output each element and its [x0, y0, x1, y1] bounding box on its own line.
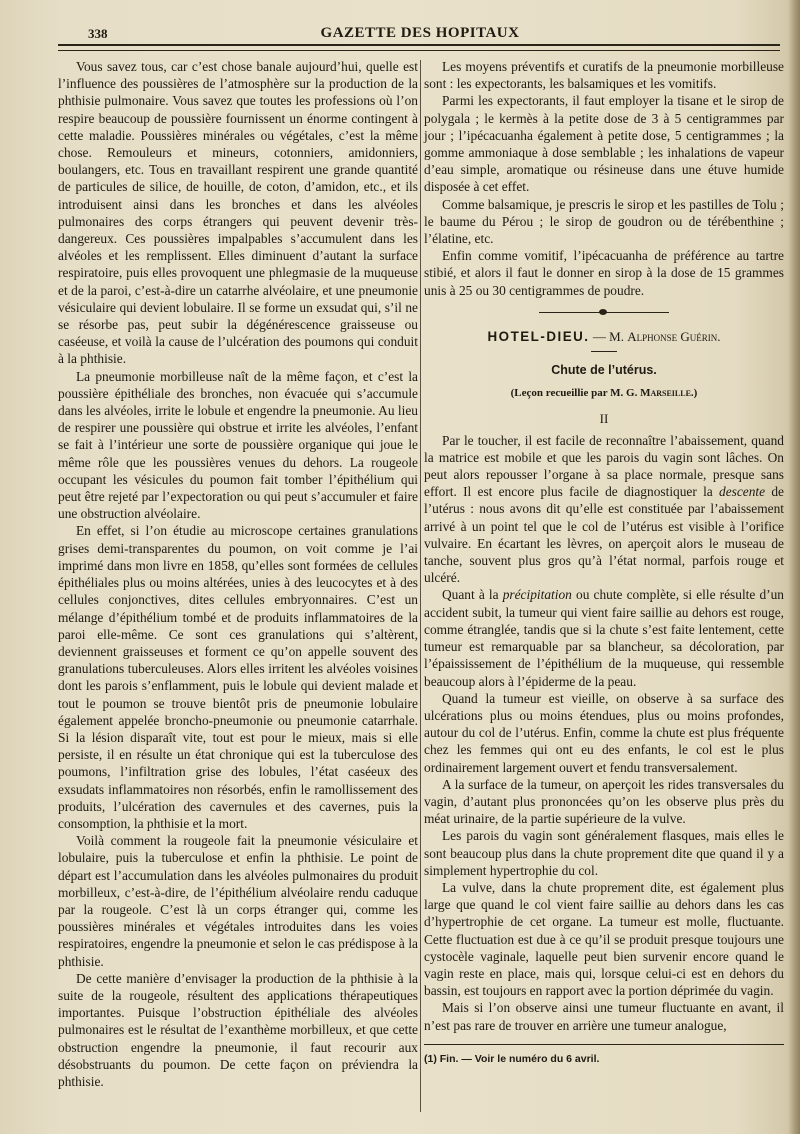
paragraph: Mais si l’on observe ainsi une tumeur fluctuante en avant, il n’est pas rare de trouver en arrière une tumeur analogue, — [424, 1000, 784, 1033]
lecture-sub-prefix: (Leçon recueillie par M. G. — [510, 387, 638, 400]
paragraph: Comme balsamique, je prescris le sirop et les pastilles de Tolu ; le baume du Pérou ; le sirop de goudron ou de térébenthine ; l’élatine, etc. — [424, 196, 784, 247]
paragraph: La vulve, dans la chute proprement dite, est également plus large que quand le col vient faire saillie au dehors dans les cas d’hypertrophie de cet organe. La tumeur est molle, fluctuante. Cette fluctuation est due à ce qu’il se produit presque toujours une cystocèle vaginale, laquelle peut bien survenir encore quand le vagin reste en place, mais qui, lorsque celui-ci est en dehors du bassin, est toujours en rapport avec la portion déprimée du vagin. — [424, 879, 784, 999]
doctor-prefix: — M. — [592, 328, 624, 344]
emphasis: descente — [719, 484, 766, 500]
lecture-subtitle — [424, 385, 784, 402]
paragraph: Parmi les expectorants, il faut employer la tisane et le sirop de polygala ; le kermès à la petite dose de 3 à 5 centigrammes par jour ; l’ipécacuanha également à petite dose, 5 centigrammes ; la gomme ammoniaque à dose semblable ; les inhalations de vapeur d’eau simple, aromatique ou résineuse dans une étuve humide disposée à cet effet. — [424, 93, 784, 195]
column-divider — [420, 60, 421, 1112]
paragraph: Les parois du vagin sont généralement flasques, mais elles le sont beaucoup plus dans la chute proprement dite que quand il y a simplement hypertrophie du col. — [424, 828, 784, 878]
doctor-name: Alphonse Guérin. — [627, 328, 721, 344]
hospital-name: HOTEL-DIEU. — [487, 328, 590, 344]
paragraph: De cette manière d’envisager la production de la phthisie à la suite de la rougeole, résultent des applications thérapeutiques importantes. Puisque l’obstruction épithéliale des alvéoles pulmonaires est le résultat de l’exanthème morbilleux, et que cette obstruction engendre la pneumonie, il faut recourir aux désobstruants du poumon. De cette façon on préviendra la phthisie. — [58, 970, 418, 1089]
paragraph: A la surface de la tumeur, on aperçoit les rides transversales du vagin, d’autant plus prononcées qu’on les observe plus près du méat urinaire, de la partie supérieure de la vulve. — [424, 776, 784, 827]
paragraph: Voilà comment la rougeole fait la pneumonie vésiculaire et lobulaire, puis la tuberculose et enfin la phthisie. Le point de départ est l’accumulation dans les alvéoles pulmonaires du produit morbilleux, c’est-à-dire, de l’épithélium alvéolaire rendu caduque par la rougeole. C’est là un corps étranger qui, comme les poussières minérales et végétales introduites dans les voies respiratoires, engendre la pneumonie et selon le cas prédispose à la phthisie. — [58, 833, 418, 969]
lecture-title: Chute de l’utérus. — [551, 363, 657, 378]
short-rule — [591, 351, 617, 352]
paragraph: Quant à la précipitation ou chute complète, si elle résulte d’un accident subit, la tumeur qui vient faire saillie au dehors est rouge, comme étranglée, tandis que si la chute s’est faite lentement, cette tumeur est remarquable par sa blancheur, sa décoloration, par l’épaississement de l’épithélium de la muqueuse, qui ressemble beaucoup alors à l’épiderme de la peau. — [424, 587, 784, 689]
page-edge — [788, 0, 800, 1134]
lecture-sub-name: Marseille. — [640, 387, 694, 400]
right-column — [424, 58, 784, 1114]
footnote-rule — [424, 1044, 784, 1045]
hospital-heading — [424, 328, 784, 345]
header-rule — [58, 44, 780, 46]
paragraph: Quand la tumeur est vieille, on observe à sa surface des ulcérations plus ou moins étendues, plus ou moins profondes, autour du col de l’utérus. Enfin, comme la chute est plus fréquente chez les femmes qui ont eu des enfants, le col est le plus ordinairement largement ouvert et fendu transversalement. — [424, 690, 784, 775]
paragraph: Enfin comme vomitif, l’ipécacuanha de préférence au tartre stibié, et alors il faut le donner en sirop à la dose de 15 grammes unis à 25 ou 30 centigrammes de poudre. — [424, 248, 784, 298]
paragraph: Les moyens préventifs et curatifs de la pneumonie morbilleuse sont : les expectorants, les balsamiques et les vomitifs. — [424, 59, 784, 92]
paragraph: Par le toucher, il est facile de reconnaître l’abaissement, quand la matrice est mobile et que les parois du vagin sont lâches. On peut alors repousser l’organe à sa place normale, presque sans effort. Il est encore plus facile de diagnostiquer la descente de l’utérus : nous avons dit qu’elle est constituée par l’abaissement arrivé à un point tel que le col de l’utérus est visible à l’orifice vulvaire. En écartant les lèvres, on aperçoit alors le museau de tanche, souvent plus gros qu’à l’état normal, parfois rouge et ulcéré. — [424, 432, 784, 586]
page-number: 338 — [88, 26, 108, 41]
header-rule-thin — [58, 50, 780, 51]
page-header — [58, 14, 782, 48]
section-numeral: II — [599, 411, 609, 427]
lecture-sub-suffix: ) — [693, 387, 698, 400]
emphasis: précipitation — [502, 587, 572, 603]
footnote: (1) Fin. — Voir le numéro du 6 avril. — [424, 1052, 600, 1065]
paragraph: La pneumonie morbilleuse naît de la même façon, et c’est la poussière épithéliale des bronches, non évacuée qui s’accumule dans les alvéoles, irrite le lobule et engendre la pneumonie. Au lieu de respirer une poussière qui obstrue et irrite les alvéoles, l’enfant se fait à l’intérieur une sorte de poussière organique qui joue le même rôle que les poussières venues du dehors. La rougeole occupant les vésicules du poumon fait tomber l’épithélium qui peut être rejeté par l’expectoration ou qui peut s’accumuler et faire une obstruction alvéolaire. — [58, 368, 418, 522]
running-title: GAZETTE DES HOPITAUX — [320, 25, 520, 41]
section-separator — [539, 309, 669, 316]
paragraph: En effet, si l’on étudie au microscope certaines granulations grises demi-transparentes du poumon, on voit comme je l’ai imprimé dans mon livre en 1858, qu’elles sont formées de cellules épithéliales plus ou moins altérées, unies à des leucocytes et à des cellules conjonctives, dites cellules embryonnaires. C’est un mélange d’épithélium tombé et de produits inflammatoires de la paroi elle-même. Ce sont ces granulations qui s’altèrent, deviennent graisseuses et forment ce qu’on appelle souvent des granulations tuberculeuses. Alors elles irritent les alvéoles voisines dont les parois s’enflamment, puis le lobule qui devient malade et tout le poumon se trouve bientôt pris de pneumonie lobulaire également appelée broncho-pneumonie ou pneumonie catarrhale. Si la lésion disparaît vite, tout est pour le mieux, mais si elle persiste, il en résulte un état chronique qui est la tuberculose des poumons, l’infiltration grise des lobules, l’état caséeux des exsudats inflammatoires non résorbés, enfin le ramollissement des produits, l’ulcération des cavernules et des cavernes, puis la consomption, la phthisie et la mort. — [58, 523, 418, 831]
left-column — [58, 58, 418, 1114]
paragraph: Vous savez tous, car c’est chose banale aujourd’hui, quelle est l’influence des poussières de l’atmosphère sur la production de la phthisie pulmonaire. Vous savez que toutes les professions où l’on respire beaucoup de poussière fournissent un énorme contingent à cette maladie. Poussières minérales ou végétales, c’est la même chose. Remouleurs et mineurs, cotonniers, amidonniers, boulangers, etc. Tous en travaillant respirent une grande quantité de particules de silice, de houille, de coton, d’amidon, etc., et ils introduisent ainsi dans les bronches et dans les alvéoles pulmonaires des corps étrangers qui peuvent devenir très-dangereux. Ces poussières impalpables s’accumulent dans les alvéoles et les remplissent. Elles diminuent d’autant la surface respiratoire, puis elles provoquent une phlegmasie de la muqueuse et de la paroi, c’est-à-dire un catarrhe alvéolaire, et une pneumonie vésiculaire qui devient lobulaire. Il se forme un exsudat qui, s’il ne se résorbe pas, peut subir la dégénérescence graisseuse ou caséeuse, et voilà la cause de l’ulcération des poumons qui conduit à la phthisie. — [58, 59, 418, 367]
